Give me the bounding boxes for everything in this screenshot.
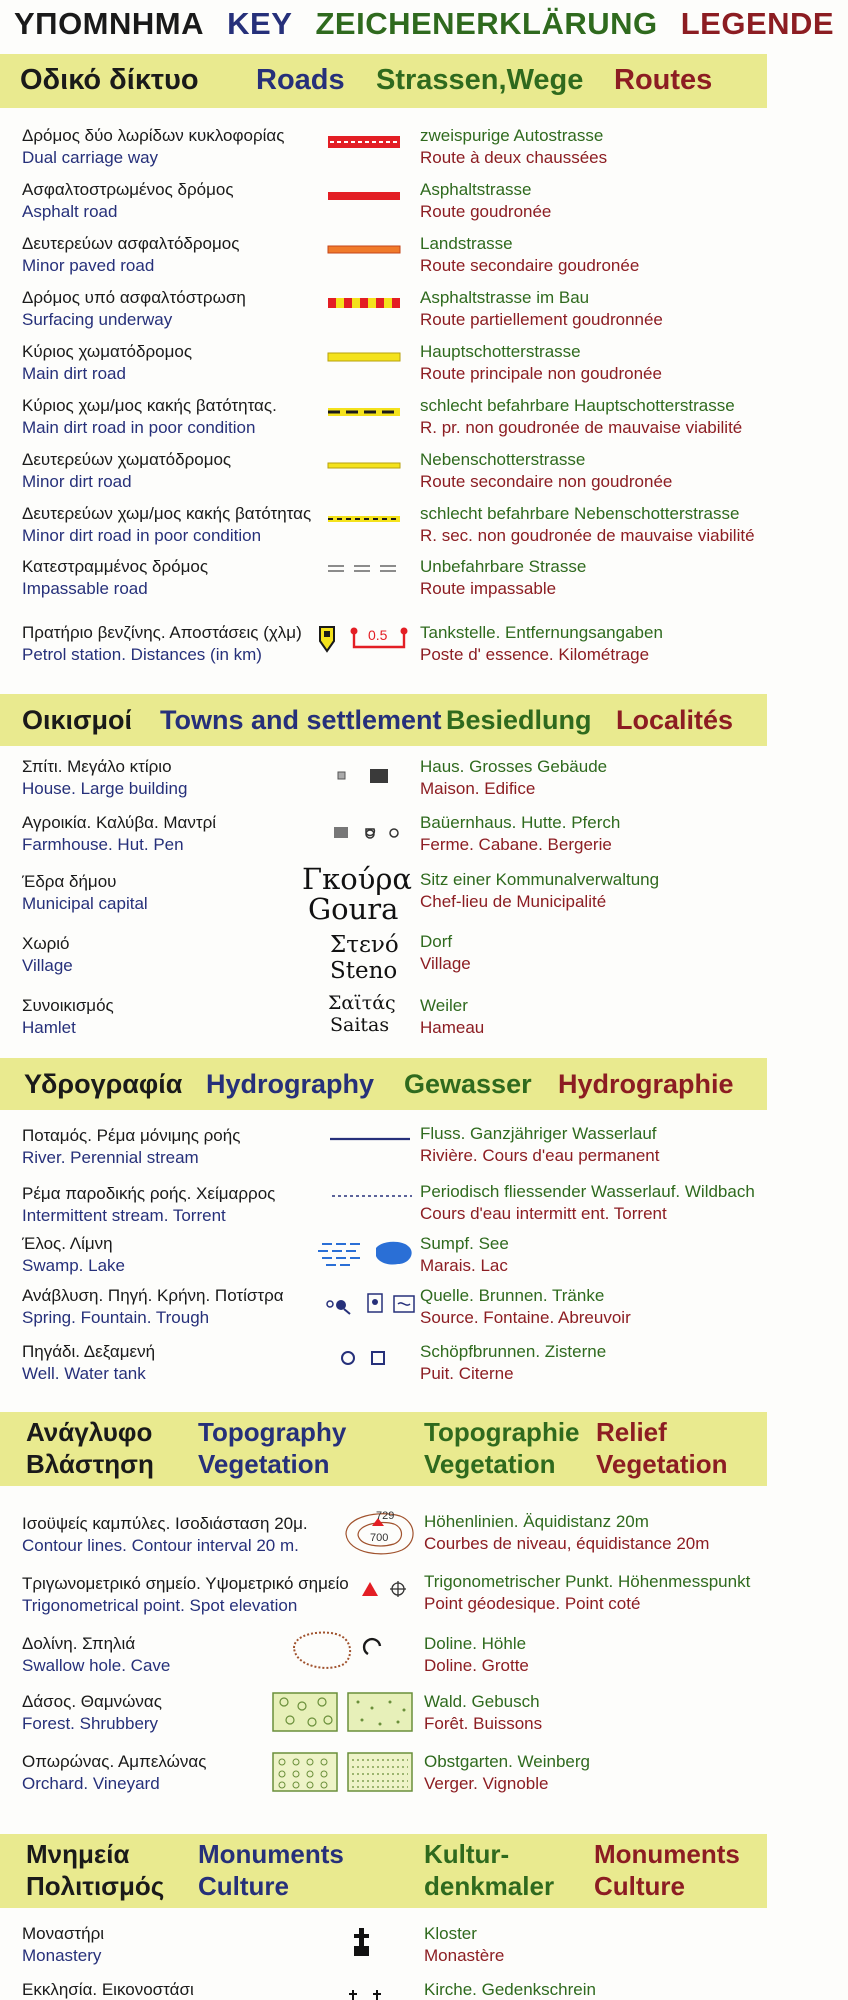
minor-dirt-road-symbol — [328, 462, 400, 470]
monuments-header-fr2: Culture — [594, 1871, 685, 1901]
item-label-gr: Δάσος. Θαμνώνας — [22, 1692, 162, 1711]
item-label-de: Asphaltstrasse im Bau — [420, 288, 590, 307]
item-label-en: Municipal capital — [22, 894, 148, 913]
item-label-en: House. Large building — [22, 779, 188, 798]
item-label-gr: Κατεστραμμένος δρόμος — [22, 557, 209, 576]
hydro-header-gr: Υδρογραφία — [24, 1069, 183, 1099]
item-label-gr: Κύριος χωματόδρομος — [22, 342, 193, 361]
topo-header-fr1: Relief — [596, 1417, 667, 1447]
item-label-fr: R. pr. non goudronée de mauvaise viabilité — [420, 418, 743, 437]
municipal-sample-latin: Goura — [308, 892, 399, 926]
item-label-gr: Ισοϋψείς καμπύλες. Ισοδιάσταση 20μ. — [22, 1514, 308, 1533]
item-label-gr: Τριγωνομετρικό σημείο. Υψομετρικό σημείο — [22, 1574, 349, 1593]
item-label-fr: Verger. Vignoble — [424, 1774, 549, 1793]
towns-header-gr: Οικισμοί — [22, 705, 133, 735]
item-label-fr: Courbes de niveau, équidistance 20m — [424, 1534, 710, 1553]
municipal-sample-greek: Γκούρα — [302, 862, 412, 896]
item-label-fr: Marais. Lac — [420, 1256, 508, 1275]
monuments-header-de2: denkmaler — [424, 1871, 555, 1901]
intermittent-stream-symbol — [332, 1193, 412, 1199]
item-label-fr: Route partiellement goudronnée — [420, 310, 663, 329]
item-label-gr: Δολίνη. Σπηλιά — [22, 1634, 136, 1653]
topo-header-en1: Topography — [198, 1417, 347, 1447]
item-label-en: Trigonometrical point. Spot elevation — [22, 1596, 298, 1615]
hydro-header-en: Hydrography — [206, 1069, 375, 1099]
village-sample-greek: Στενό — [330, 932, 399, 958]
item-label-de: Baüernhaus. Hutte. Pferch — [420, 813, 621, 832]
item-label-fr: Route secondaire non goudronée — [420, 472, 673, 491]
item-label-en: Contour lines. Contour interval 20 m. — [22, 1536, 299, 1555]
topo-header-gr2: Βλάστηση — [26, 1449, 154, 1479]
item-label-gr: Δευτερεύων χωματόδρομος — [22, 450, 232, 469]
roads-header — [0, 54, 767, 108]
item-label-de: Fluss. Ganzjähriger Wasserlauf — [420, 1124, 657, 1143]
item-label-gr: Εκκλησία. Εικονοστάσι — [22, 1980, 194, 1999]
item-label-gr: Δρόμος δύο λωρίδων κυκλοφορίας — [22, 126, 285, 145]
hydro-header-de: Gewasser — [404, 1069, 532, 1099]
petrol-station-icon — [318, 625, 338, 655]
item-label-gr: Κύριος χωμ/μος κακής βατότητας. — [22, 396, 277, 415]
roads-header-gr: Οδικό δίκτυο — [20, 64, 199, 96]
item-label-de: Doline. Höhle — [424, 1634, 527, 1653]
towns-header — [0, 694, 767, 746]
item-label-en: Swallow hole. Cave — [22, 1656, 171, 1675]
contour-lines-symbol — [340, 1508, 420, 1558]
monuments-header-en1: Monuments — [198, 1839, 344, 1869]
item-label-fr: Rivière. Cours d'eau permanent — [420, 1146, 660, 1165]
item-label-en: Spring. Fountain. Trough — [22, 1308, 210, 1327]
monuments-header-en2: Culture — [198, 1871, 289, 1901]
orchard-vineyard-icon — [272, 1752, 414, 1794]
item-label-de: Haus. Grosses Gebäude — [420, 757, 608, 776]
roads-header-fr: Routes — [614, 64, 713, 96]
contour-elev-bottom: 700 — [370, 1532, 389, 1544]
surfacing-underway-symbol — [328, 298, 400, 310]
item-label-gr: Χωριό — [22, 934, 70, 953]
item-label-de: Höhenlinien. Äquidistanz 20m — [424, 1512, 649, 1531]
item-label-de: Hauptschotterstrasse — [420, 342, 581, 361]
item-label-gr: Συνοικισμός — [22, 996, 114, 1015]
item-label-gr: Πρατήριο βενζίνης. Αποστάσεις (χλμ) — [22, 623, 302, 642]
item-label-de: Sitz einer Kommunalverwaltung — [420, 870, 660, 889]
hydro-header — [0, 1058, 767, 1110]
item-label-de: Kirche. Gedenkschrein — [424, 1980, 596, 1999]
item-label-gr: Δρόμος υπό ασφαλτόστρωση — [22, 288, 246, 307]
topo-header — [0, 1412, 767, 1486]
item-label-en: Minor paved road — [22, 256, 155, 275]
item-label-gr: Έδρα δήμου — [22, 872, 117, 891]
item-label-de: zweispurige Autostrasse — [420, 126, 604, 145]
item-label-de: schlecht befahrbare Nebenschotterstrasse — [420, 504, 740, 523]
well-tank-icon — [340, 1348, 390, 1368]
main-dirt-road-symbol — [328, 353, 400, 363]
item-label-de: Schöpfbrunnen. Zisterne — [420, 1342, 607, 1361]
item-label-gr: Δευτερεύων ασφαλτόδρομος — [22, 234, 240, 253]
topo-header-fr2: Vegetation — [596, 1449, 728, 1479]
monastery-icon — [352, 1928, 372, 1958]
item-label-en: Asphalt road — [22, 202, 118, 221]
hamlet-sample-greek: Σαϊτάς — [328, 992, 396, 1014]
item-label-en: Dual carriage way — [22, 148, 159, 167]
swallow-hole-cave-icon — [290, 1628, 390, 1674]
item-label-de: Unbefahrbare Strasse — [420, 557, 587, 576]
distance-marker — [350, 623, 410, 655]
distance-value: 0.5 — [368, 627, 388, 643]
item-label-fr: Chef-lieu de Municipalité — [420, 892, 607, 911]
topo-header-en2: Vegetation — [198, 1449, 330, 1479]
item-label-fr: Doline. Grotte — [424, 1656, 529, 1675]
item-label-de: Wald. Gebusch — [424, 1692, 540, 1711]
item-label-fr: Route à deux chaussées — [420, 148, 608, 167]
item-label-fr: Cours d'eau intermitt ent. Torrent — [420, 1204, 667, 1223]
item-label-de: Trigonometrischer Punkt. Höhenmesspunkt — [424, 1572, 751, 1591]
item-label-gr: Αγροικία. Καλύβα. Μαντρί — [22, 813, 217, 832]
item-label-gr: Ποταμός. Ρέμα μόνιμης ροής — [22, 1126, 241, 1145]
item-label-gr: Σπίτι. Μεγάλο κτίριο — [22, 757, 172, 776]
hamlet-sample-latin: Saitas — [330, 1014, 390, 1036]
spring-fountain-trough-icon — [324, 1290, 420, 1318]
topo-header-de1: Topographie — [424, 1417, 580, 1447]
item-label-en: Impassable road — [22, 579, 148, 598]
item-label-de: Tankstelle. Entfernungsangaben — [420, 623, 663, 642]
minor-paved-road-symbol — [328, 246, 400, 256]
monuments-header-de1: Kultur- — [424, 1839, 510, 1869]
item-label-fr: Monastère — [424, 1946, 505, 1965]
item-label-en: Intermittent stream. Torrent — [22, 1206, 226, 1225]
item-label-en: River. Perennial stream — [22, 1148, 199, 1167]
item-label-en: Monastery — [22, 1946, 102, 1965]
item-label-de: Asphaltstrasse — [420, 180, 532, 199]
topo-header-gr1: Ανάγλυφο — [26, 1417, 153, 1447]
item-label-gr: Έλος. Λίμνη — [22, 1234, 113, 1253]
item-label-de: Quelle. Brunnen. Tränke — [420, 1286, 605, 1305]
item-label-de: Sumpf. See — [420, 1234, 509, 1253]
trig-spot-elevation-icon — [360, 1580, 410, 1598]
item-label-en: Swamp. Lake — [22, 1256, 125, 1275]
item-label-fr: Village — [420, 954, 471, 973]
item-label-de: Landstrasse — [420, 234, 513, 253]
item-label-en: Petrol station. Distances (in km) — [22, 645, 262, 664]
item-label-fr: Source. Fontaine. Abreuvoir — [420, 1308, 631, 1327]
item-label-gr: Ανάβλυση. Πηγή. Κρήνη. Ποτίστρα — [22, 1286, 284, 1305]
roads-header-de: Strassen,Wege — [376, 64, 584, 96]
item-label-fr: Hameau — [420, 1018, 485, 1037]
item-label-de: schlecht befahrbare Hauptschotterstrasse — [420, 396, 735, 415]
item-label-en: Well. Water tank — [22, 1364, 146, 1383]
monuments-header-gr1: Μνημεία — [26, 1839, 130, 1869]
item-label-en: Hamlet — [22, 1018, 76, 1037]
dual-carriage-symbol — [328, 136, 400, 150]
item-label-de: Weiler — [420, 996, 468, 1015]
item-label-de: Nebenschotterstrasse — [420, 450, 586, 469]
item-label-gr: Ρέμα παροδικής ροής. Χείμαρρος — [22, 1184, 276, 1203]
item-label-fr: Route principale non goudronée — [420, 364, 662, 383]
item-label-en: Surfacing underway — [22, 310, 173, 329]
monuments-header-gr2: Πολιτισμός — [26, 1871, 165, 1901]
church-shrine-icon — [348, 1988, 388, 2000]
item-label-fr: Puit. Citerne — [420, 1364, 514, 1383]
hydro-header-fr: Hydrographie — [558, 1069, 734, 1099]
forest-shrubbery-icon — [272, 1692, 414, 1734]
item-label-en: Orchard. Vineyard — [22, 1774, 160, 1793]
swamp-lake-icon — [318, 1238, 418, 1270]
item-label-fr: R. sec. non goudronée de mauvaise viabilité — [420, 526, 755, 545]
impassable-road-symbol — [328, 563, 400, 573]
topo-header-de2: Vegetation — [424, 1449, 556, 1479]
asphalt-road-symbol — [328, 192, 400, 202]
minor-dirt-poor-symbol — [328, 515, 400, 525]
towns-header-de: Besiedlung — [446, 705, 592, 735]
monuments-header-fr1: Monuments — [594, 1839, 740, 1869]
river-symbol — [330, 1136, 410, 1142]
main-dirt-poor-symbol — [328, 407, 400, 419]
title-french: LEGENDE — [680, 6, 835, 41]
item-label-en: Forest. Shrubbery — [22, 1714, 159, 1733]
monuments-header — [0, 1834, 767, 1908]
item-label-gr: Ασφαλτοστρωμένος δρόμος — [22, 180, 234, 199]
item-label-fr: Route goudronée — [420, 202, 552, 221]
item-label-en: Minor dirt road in poor condition — [22, 526, 262, 545]
item-label-fr: Forêt. Buissons — [424, 1714, 543, 1733]
item-label-de: Periodisch fliessender Wasserlauf. Wildbach — [420, 1182, 755, 1201]
farmhouse-hut-pen-icon — [332, 823, 404, 843]
legend-title — [14, 6, 848, 42]
item-label-gr: Δευτερεύων χωμ/μος κακής βατότητας — [22, 504, 312, 523]
item-label-de: Dorf — [420, 932, 453, 951]
item-label-gr: Πηγάδι. Δεξαμενή — [22, 1342, 156, 1361]
towns-header-en: Towns and settlement — [160, 705, 442, 735]
item-label-fr: Ferme. Cabane. Bergerie — [420, 835, 612, 854]
title-german: ZEICHENERKLÄRUNG — [315, 6, 658, 41]
item-label-en: Main dirt road — [22, 364, 126, 383]
towns-header-fr: Localités — [616, 705, 734, 735]
item-label-en: Farmhouse. Hut. Pen — [22, 835, 184, 854]
item-label-en: Minor dirt road — [22, 472, 132, 491]
item-label-en: Village — [22, 956, 73, 975]
item-label-fr: Route impassable — [420, 579, 557, 598]
contour-elev-top: 729 — [376, 1510, 395, 1522]
item-label-en: Main dirt road in poor condition — [22, 418, 256, 437]
item-label-de: Kloster — [424, 1924, 477, 1943]
item-label-fr: Maison. Edifice — [420, 779, 536, 798]
item-label-fr: Route secondaire goudronée — [420, 256, 640, 275]
item-label-fr: Point géodesique. Point coté — [424, 1594, 641, 1613]
village-sample-latin: Steno — [330, 958, 398, 984]
title-english: KEY — [227, 6, 293, 41]
item-label-de: Obstgarten. Weinberg — [424, 1752, 590, 1771]
item-label-fr: Poste d' essence. Kilométrage — [420, 645, 650, 664]
title-greek: ΥΠΟΜΝΗΜΑ — [14, 6, 204, 41]
item-label-gr: Μοναστήρι — [22, 1924, 105, 1943]
item-label-gr: Οπωρώνας. Αμπελώνας — [22, 1752, 207, 1771]
roads-header-en: Roads — [256, 64, 345, 96]
house-building-icon — [336, 767, 396, 787]
